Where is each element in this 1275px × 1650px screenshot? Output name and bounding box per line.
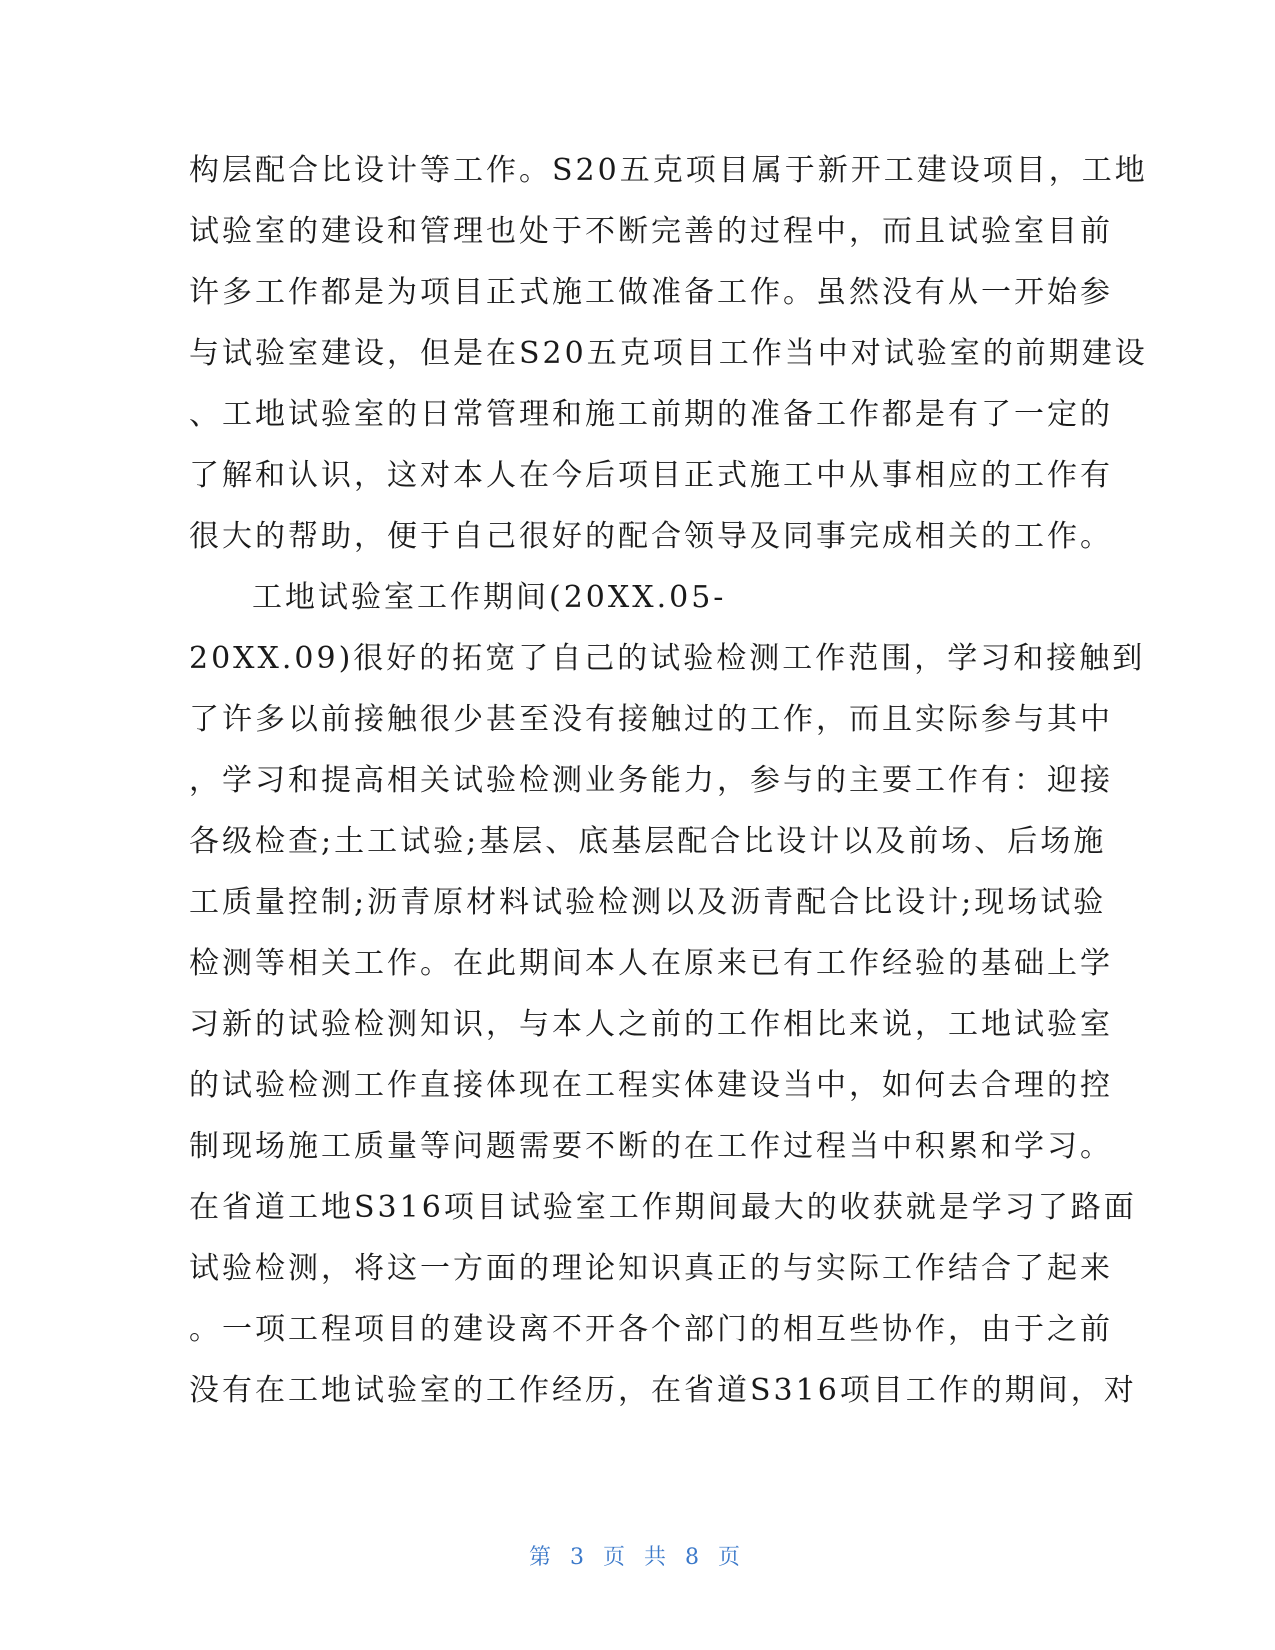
text-line: 试验室的建设和管理也处于不断完善的过程中，而且试验室目前 — [189, 214, 1113, 249]
text-line: 工质量控制;沥青原材料试验检测以及沥青配合比设计;现场试验 — [189, 885, 1107, 920]
text-line: ，学习和提高相关试验检测业务能力，参与的主要工作有：迎接 — [189, 763, 1113, 798]
text-line: 在省道工地S316项目试验室工作期间最大的收获就是学习了路面 — [189, 1190, 1137, 1225]
paragraph-start-line: 工地试验室工作期间(20XX.05- — [252, 580, 727, 615]
text-line: 了许多以前接触很少甚至没有接触过的工作，而且实际参与其中 — [189, 702, 1113, 737]
text-line: 的试验检测工作直接体现在工程实体建设当中，如何去合理的控 — [189, 1068, 1113, 1103]
text-line: 习新的试验检测知识，与本人之前的工作相比来说，工地试验室 — [189, 1007, 1113, 1042]
text-line: 与试验室建设，但是在S20五克项目工作当中对试验室的前期建设 — [189, 336, 1148, 371]
text-line: 了解和认识，这对本人在今后项目正式施工中从事相应的工作有 — [189, 458, 1113, 493]
page-number-footer: 第 3 页 共 8 页 — [529, 1545, 746, 1570]
document-body — [189, 140, 1148, 1421]
text-line: 试验检测，将这一方面的理论知识真正的与实际工作结合了起来 — [189, 1251, 1113, 1286]
text-line: 没有在工地试验室的工作经历，在省道S316项目工作的期间，对 — [189, 1373, 1137, 1408]
text-line: 。一项工程项目的建设离不开各个部门的相互些协作，由于之前 — [189, 1312, 1113, 1347]
text-line: 构层配合比设计等工作。S20五克项目属于新开工建设项目，工地 — [189, 153, 1148, 188]
text-line: 各级检查;土工试验;基层、底基层配合比设计以及前场、后场施 — [189, 824, 1107, 859]
text-line: 检测等相关工作。在此期间本人在原来已有工作经验的基础上学 — [189, 946, 1113, 981]
text-line: 许多工作都是为项目正式施工做准备工作。虽然没有从一开始参 — [189, 275, 1113, 310]
text-line: 很大的帮助，便于自己很好的配合领导及同事完成相关的工作。 — [189, 519, 1113, 554]
text-line: 、工地试验室的日常管理和施工前期的准备工作都是有了一定的 — [189, 397, 1113, 432]
text-line: 制现场施工质量等问题需要不断的在工作过程当中积累和学习。 — [189, 1129, 1113, 1164]
text-line: 20XX.09)很好的拓宽了自己的试验检测工作范围，学习和接触到 — [189, 641, 1146, 676]
